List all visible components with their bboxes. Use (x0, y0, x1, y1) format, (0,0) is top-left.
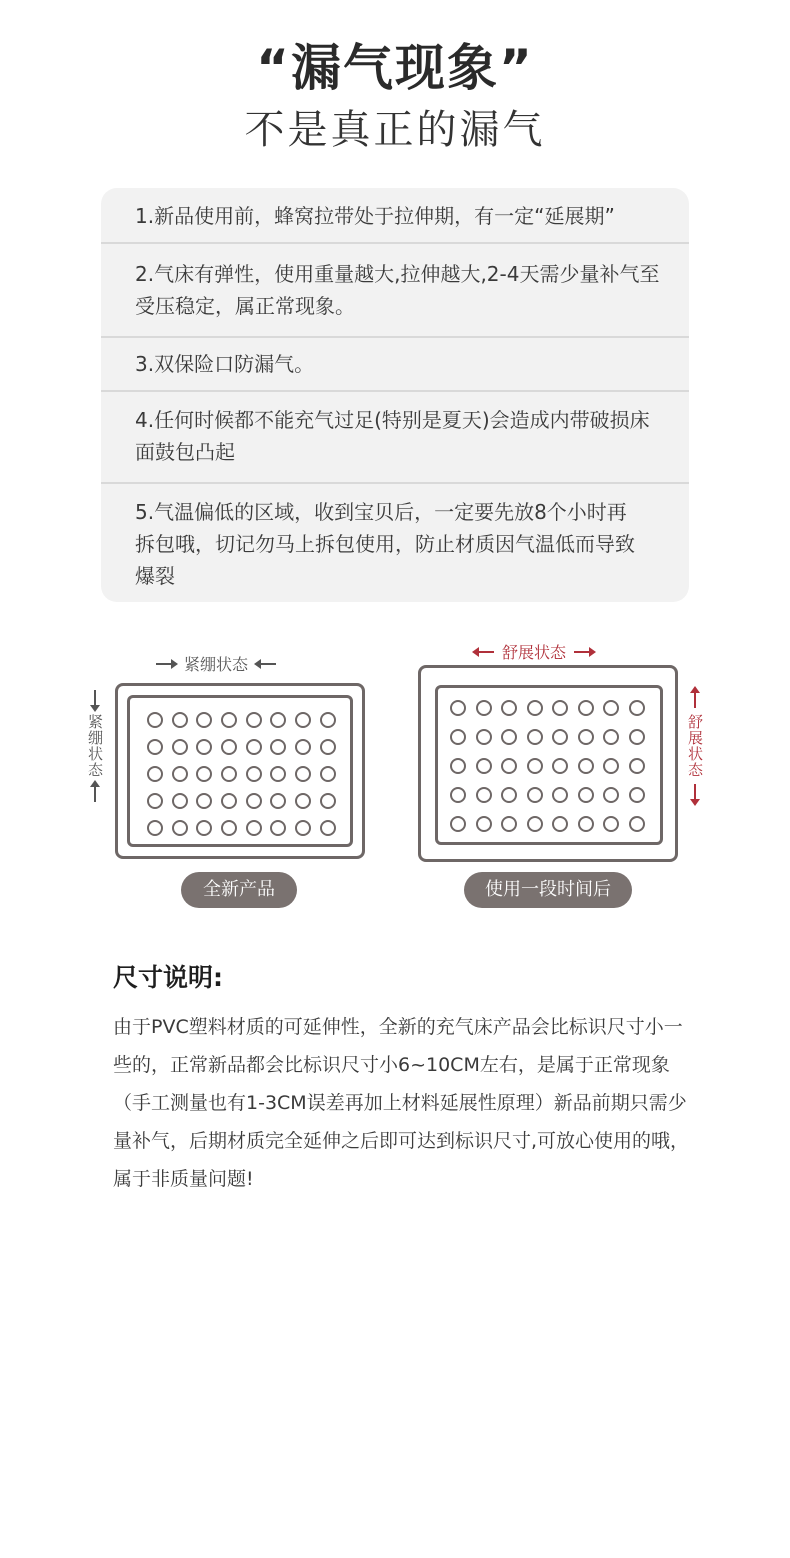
new-top-label (156, 652, 276, 675)
air-cell-dot (320, 793, 336, 809)
arrow-left-icon (474, 651, 494, 653)
air-cell-dot (246, 820, 262, 836)
air-cell-dot (196, 712, 212, 728)
used-top-label (474, 640, 594, 663)
note-item: 3.双保险口防漏气。 (101, 338, 689, 392)
air-cell-dot (578, 700, 594, 716)
air-cell-dot (295, 739, 311, 755)
air-cell-dot (320, 712, 336, 728)
air-cell-dot (476, 816, 492, 832)
air-cell-dot (147, 739, 163, 755)
air-cell-dot (476, 758, 492, 774)
air-cell-dot (295, 793, 311, 809)
air-cell-dot (578, 758, 594, 774)
mat-new-illustration (115, 683, 365, 859)
size-section-body: 由于PVC塑料材质的可延伸性，全新的充气床产品会比标识尺寸小一些的，正常新品都会比标识尺寸小6~10CM左右，是属于正常现象（手工测量也有1-3CM误差再加上材料延展性原理）新品前期只需少量补气，后期材质完全延伸之后即可达到标识尺寸,可放心使用的哦，属于非质量问题! (113, 1016, 690, 1190)
air-cell-dot (270, 820, 286, 836)
page-title: “漏气现象” (256, 39, 534, 97)
air-cell-dot (603, 787, 619, 803)
used-top-label-text: 舒展状态 (502, 643, 567, 662)
air-cell-dot (501, 700, 517, 716)
used-side-label (684, 690, 706, 802)
air-cell-dot (450, 729, 466, 745)
new-product-caption: 全新产品 (181, 872, 297, 908)
air-cell-dot (552, 700, 568, 716)
arrow-up-icon (694, 690, 696, 708)
air-cell-dot (501, 787, 517, 803)
air-cell-dot (501, 729, 517, 745)
air-cell-dot (196, 766, 212, 782)
air-cell-dot (320, 739, 336, 755)
air-cell-dot (527, 729, 543, 745)
air-cell-dot (320, 820, 336, 836)
air-cell-dot (196, 820, 212, 836)
new-top-label-text: 紧绷状态 (184, 655, 249, 674)
air-cell-dot (221, 793, 237, 809)
air-cell-dot (147, 712, 163, 728)
air-cell-dot (270, 793, 286, 809)
notes-panel (101, 188, 689, 602)
arrow-down-icon (94, 690, 96, 708)
air-cell-dot (295, 820, 311, 836)
air-cell-dot (501, 758, 517, 774)
air-cell-dot (501, 816, 517, 832)
air-cell-dot (270, 712, 286, 728)
air-cell-dot (552, 787, 568, 803)
arrow-left-icon (256, 663, 276, 665)
air-cell-dot (629, 787, 645, 803)
air-cell-dot (552, 729, 568, 745)
air-cell-dot (629, 700, 645, 716)
mat-used-air-cells (450, 700, 645, 832)
air-cell-dot (603, 700, 619, 716)
air-cell-dot (476, 729, 492, 745)
page-subtitle: 不是真正的漏气 (244, 107, 546, 153)
air-cell-dot (320, 766, 336, 782)
new-side-label-text: 紧绷状态 (86, 714, 104, 778)
air-cell-dot (578, 816, 594, 832)
air-cell-dot (270, 766, 286, 782)
arrow-up-icon (94, 784, 96, 802)
note-item: 4.任何时候都不能充气过足(特别是夏天)会造成内带破损床面鼓包凸起 (101, 392, 689, 484)
air-cell-dot (172, 739, 188, 755)
air-cell-dot (527, 787, 543, 803)
air-cell-dot (629, 729, 645, 745)
size-section-heading: 尺寸说明: (113, 963, 223, 992)
air-cell-dot (246, 766, 262, 782)
air-cell-dot (603, 758, 619, 774)
note-item: 1.新品使用前，蜂窝拉带处于拉伸期，有一定“延展期” (101, 188, 689, 244)
used-side-label-text: 舒展状态 (686, 714, 704, 778)
air-cell-dot (246, 712, 262, 728)
air-cell-dot (295, 712, 311, 728)
air-cell-dot (450, 758, 466, 774)
air-cell-dot (147, 820, 163, 836)
air-cell-dot (603, 816, 619, 832)
air-cell-dot (147, 793, 163, 809)
air-cell-dot (196, 739, 212, 755)
air-cell-dot (629, 758, 645, 774)
air-cell-dot (527, 700, 543, 716)
new-side-label (84, 690, 106, 802)
air-cell-dot (221, 739, 237, 755)
note-item: 5.气温偏低的区域，收到宝贝后，一定要先放8个小时再拆包哦，切记勿马上拆包使用，防止材质因气温低而导致爆裂 (135, 500, 635, 588)
air-cell-dot (450, 816, 466, 832)
air-cell-dot (172, 793, 188, 809)
used-product-caption: 使用一段时间后 (464, 872, 632, 908)
arrow-right-icon (574, 651, 594, 653)
air-cell-dot (603, 729, 619, 745)
air-cell-dot (172, 820, 188, 836)
air-cell-dot (246, 793, 262, 809)
note-item: 2.气床有弹性，使用重量越大,拉伸越大,2-4天需少量补气至受压稳定，属正常现象。 (101, 244, 689, 338)
air-cell-dot (172, 712, 188, 728)
air-cell-dot (629, 816, 645, 832)
air-cell-dot (527, 758, 543, 774)
air-cell-dot (246, 739, 262, 755)
air-cell-dot (552, 816, 568, 832)
air-cell-dot (147, 766, 163, 782)
mat-new-air-cells (147, 712, 336, 836)
air-cell-dot (172, 766, 188, 782)
air-cell-dot (552, 758, 568, 774)
air-cell-dot (476, 787, 492, 803)
air-cell-dot (527, 816, 543, 832)
air-cell-dot (578, 787, 594, 803)
air-cell-dot (221, 820, 237, 836)
air-cell-dot (578, 729, 594, 745)
arrow-right-icon (156, 663, 176, 665)
air-cell-dot (196, 793, 212, 809)
air-cell-dot (295, 766, 311, 782)
air-cell-dot (221, 712, 237, 728)
air-cell-dot (476, 700, 492, 716)
arrow-down-icon (694, 784, 696, 802)
mat-used-illustration (418, 665, 678, 862)
air-cell-dot (450, 700, 466, 716)
air-cell-dot (221, 766, 237, 782)
air-cell-dot (270, 739, 286, 755)
air-cell-dot (450, 787, 466, 803)
